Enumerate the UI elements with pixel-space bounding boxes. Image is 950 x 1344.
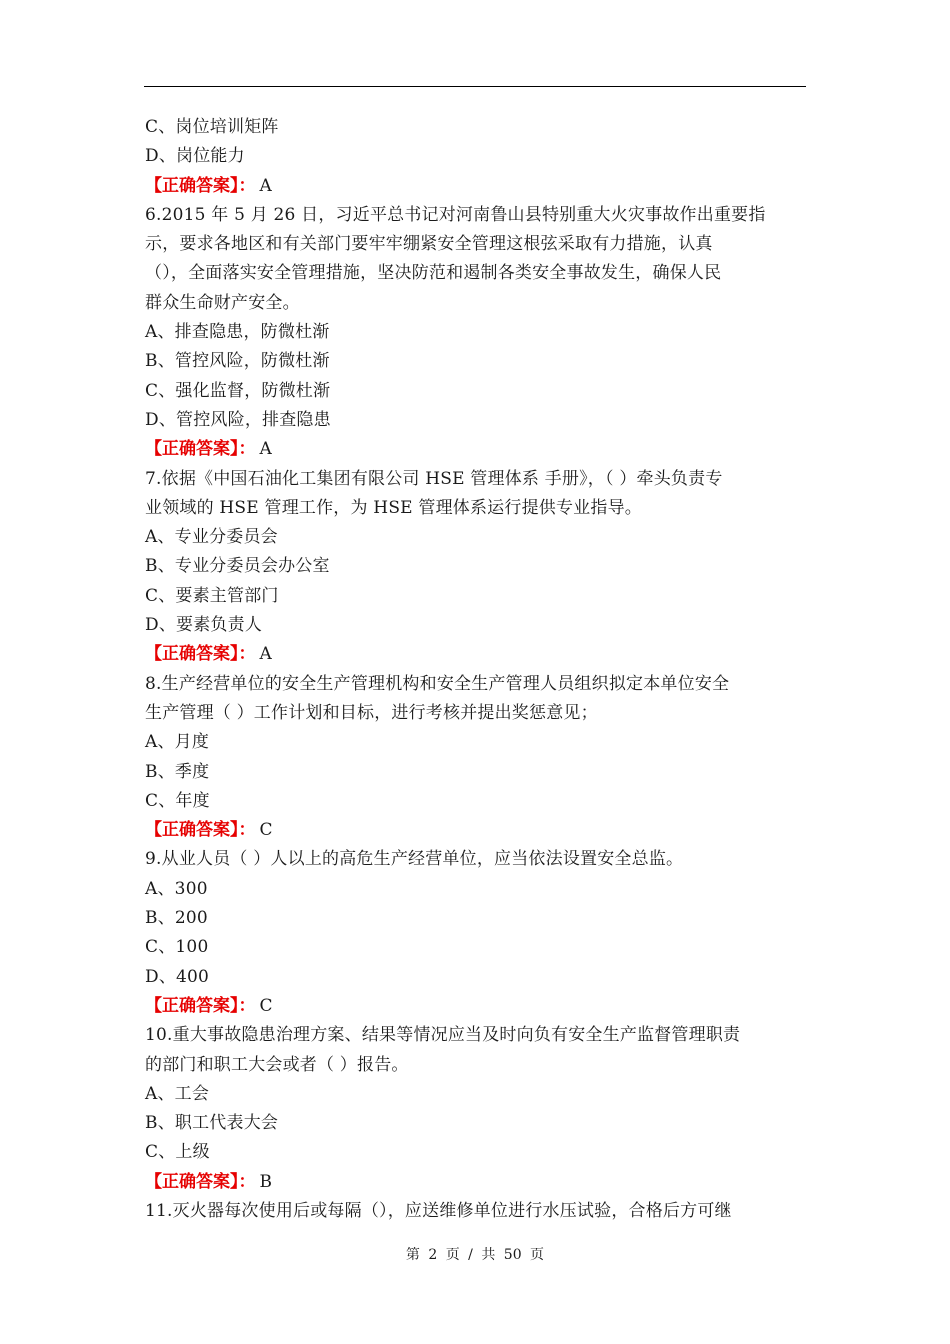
question-9 [145, 845, 807, 1021]
document-body [145, 113, 807, 1226]
option-line: C、岗位培训矩阵 [145, 117, 279, 137]
question-6 [145, 201, 807, 465]
option-line: D、要素负责人 [145, 615, 263, 636]
question-8 [145, 670, 807, 846]
answer-line [145, 1168, 807, 1197]
answer-line [145, 172, 807, 201]
option-line: B、职工代表大会 [145, 1113, 279, 1134]
answer-label: 【正确答案】： [145, 644, 256, 665]
answer-label: 【正确答案】： [145, 1171, 256, 1192]
option-line: B、季度 [145, 761, 210, 782]
page-footer: 第 2 页 / 共 50 页 [405, 1247, 545, 1263]
option-line: A、专业分委员会 [145, 527, 278, 548]
question-text-line: 7.依据《中国石油化工集团有限公司 HSE 管理体系 手册》，（ ）牵头负责专 [145, 468, 723, 489]
option-line: B、200 [145, 908, 208, 929]
question-text-line: 10.重大事故隐患治理方案、结果等情况应当及时向负有安全生产监督管理职责 [145, 1025, 741, 1046]
question-text-line: 生产管理（ ）工作计划和目标，进行考核并提出奖惩意见； [145, 702, 598, 723]
option-line: A、排查隐患，防微杜渐 [145, 322, 330, 343]
answer-label: 【正确答案】： [145, 175, 256, 196]
answer-label: 【正确答案】： [145, 820, 256, 841]
option-line: A、工会 [145, 1083, 210, 1104]
question-text-line: 6.2015 年 5 月 26 日，习近平总书记对河南鲁山县特别重大火灾事故作出重要指 [145, 204, 766, 225]
question-text-line: 8.生产经营单位的安全生产管理机构和安全生产管理人员组织拟定本单位安全 [145, 673, 730, 694]
option-line: C、强化监督，防微杜渐 [145, 380, 331, 401]
question-text-line: （），全面落实安全管理措施，坚决防范和遏制各类安全事故发生，确保人民 [145, 263, 722, 284]
answer-value: A [259, 644, 272, 665]
answer-value: C [259, 995, 273, 1016]
header-rule [144, 86, 806, 87]
answer-value: B [259, 1171, 272, 1192]
option-line: D、岗位能力 [145, 146, 245, 167]
answer-value: C [259, 820, 273, 841]
answer-label: 【正确答案】： [145, 439, 256, 460]
option-line: C、年度 [145, 790, 210, 811]
question-10 [145, 1021, 807, 1197]
option-line: B、管控风险，防微杜渐 [145, 351, 330, 372]
option-line: D、400 [145, 966, 210, 987]
option-line: C、100 [145, 937, 209, 958]
question-11 [145, 1197, 807, 1226]
option-line: A、300 [145, 878, 208, 899]
option-line: C、上级 [145, 1142, 210, 1163]
answer-label: 【正确答案】： [145, 995, 256, 1016]
option-line: A、月度 [145, 732, 210, 753]
option-line: B、专业分委员会办公室 [145, 556, 330, 577]
answer-line [145, 435, 807, 464]
option-line: C、要素主管部门 [145, 585, 279, 606]
option-line: D、管控风险，排查隐患 [145, 409, 331, 430]
question-text-line: 业领域的 HSE 管理工作，为 HSE 管理体系运行提供专业指导。 [145, 497, 642, 518]
question-7 [145, 465, 807, 670]
answer-line [145, 992, 807, 1021]
answer-line [145, 640, 807, 669]
question-text-line: 11.灭火器每次使用后或每隔（），应送维修单位进行水压试验，合格后方可继 [145, 1200, 732, 1221]
question-text-line: 示，要求各地区和有关部门要牢牢绷紧安全管理这根弦采取有力措施，认真 [145, 234, 713, 255]
answer-line [145, 816, 807, 845]
question-text-line: 的部门和职工大会或者（ ）报告。 [145, 1054, 409, 1075]
answer-value: A [259, 175, 272, 196]
question-text-line: 9.从业人员（ ）人以上的高危生产经营单位，应当依法设置安全总监。 [145, 849, 684, 870]
question-text-line: 群众生命财产安全。 [145, 292, 300, 313]
answer-value: A [259, 439, 272, 460]
